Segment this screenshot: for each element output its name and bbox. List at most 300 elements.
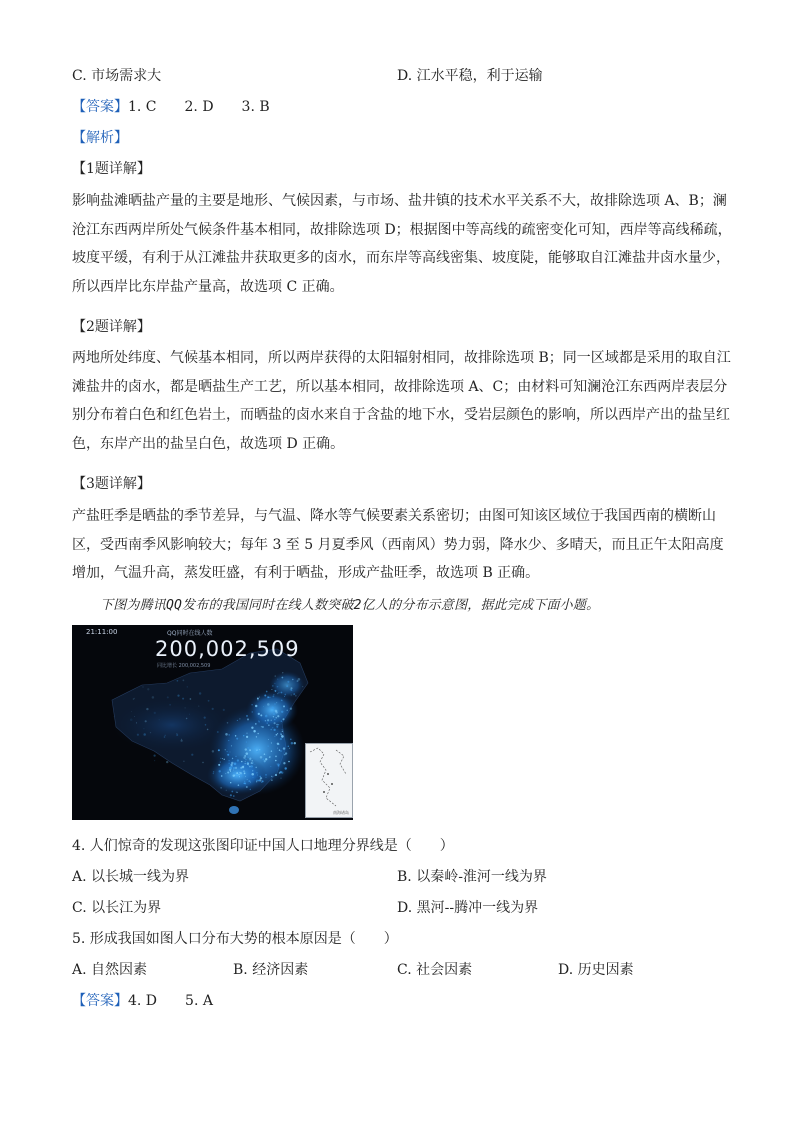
population-dot bbox=[130, 719, 133, 722]
population-dot bbox=[260, 714, 262, 716]
population-dot bbox=[276, 726, 278, 728]
population-dot bbox=[226, 790, 227, 791]
population-dot bbox=[277, 748, 278, 749]
population-dot bbox=[185, 707, 186, 708]
population-dot bbox=[207, 729, 209, 731]
population-dot bbox=[291, 695, 292, 696]
population-dot bbox=[273, 696, 275, 698]
population-dot bbox=[247, 750, 248, 751]
population-dot bbox=[278, 693, 279, 694]
population-dot bbox=[152, 696, 155, 699]
population-dot bbox=[208, 700, 210, 702]
population-dot bbox=[228, 763, 229, 764]
population-dot bbox=[278, 692, 279, 693]
population-dot bbox=[159, 719, 160, 720]
population-dot bbox=[277, 693, 278, 694]
answer-values-2: 4. D 5. A bbox=[128, 993, 213, 1009]
population-dot bbox=[260, 776, 261, 777]
population-dot bbox=[176, 734, 178, 736]
population-dot bbox=[273, 694, 274, 695]
population-dot bbox=[281, 721, 282, 722]
population-dot bbox=[228, 734, 230, 736]
population-dot bbox=[292, 679, 293, 680]
population-dot bbox=[257, 698, 259, 700]
answer-block-2 bbox=[72, 991, 213, 1011]
population-dot bbox=[293, 693, 295, 695]
population-dot bbox=[286, 710, 287, 711]
population-dot bbox=[169, 704, 171, 706]
population-dot bbox=[253, 730, 255, 732]
q2-explanation: 两地所处纬度、气候基本相同，所以两岸获得的太阳辐射相同，故排除选项 B；同一区域都是采用的取自江滩盐井的卤水，都是晒盐生产工艺，所以基本相同，故排除选项 A、C；由材料可知澜沧江东西两岸表层分别分布着白色和红色岩土，而晒盐的卤水来自于含盐的地下水，受岩层颜色的影响，所以西岸产出的盐呈红色，东岸产出的盐呈白色，故选项 D 正确。 bbox=[72, 350, 731, 452]
population-dot bbox=[143, 733, 146, 736]
population-dot bbox=[247, 747, 249, 749]
population-dot bbox=[275, 676, 276, 677]
q3-heading: 【3题详解】 bbox=[72, 476, 151, 492]
population-dot bbox=[228, 769, 229, 770]
population-dot bbox=[246, 733, 247, 734]
population-dot bbox=[276, 734, 278, 736]
population-dot bbox=[272, 685, 274, 687]
population-dot bbox=[271, 742, 272, 743]
population-dot bbox=[236, 738, 238, 740]
population-dot bbox=[290, 687, 292, 689]
population-dot bbox=[282, 677, 284, 679]
population-dot bbox=[142, 686, 144, 688]
population-dot bbox=[265, 777, 266, 778]
population-dot bbox=[167, 696, 169, 698]
population-dot bbox=[255, 705, 257, 707]
population-dot bbox=[291, 742, 293, 744]
population-dot bbox=[273, 716, 274, 717]
population-dot bbox=[295, 695, 296, 696]
population-dot bbox=[277, 764, 279, 766]
population-dot bbox=[256, 781, 257, 782]
population-dot bbox=[279, 772, 281, 774]
population-dot bbox=[277, 715, 279, 717]
population-dot bbox=[145, 720, 147, 722]
population-dot bbox=[134, 716, 135, 717]
map-caption: QQ同时在线人数 bbox=[167, 630, 213, 637]
population-dot bbox=[239, 776, 240, 777]
population-dot bbox=[291, 689, 293, 691]
population-dot bbox=[143, 728, 144, 729]
population-dot bbox=[223, 709, 225, 711]
population-dot bbox=[243, 756, 245, 758]
online-count-sub: 同比增长 200,002,509 bbox=[157, 663, 211, 669]
population-dot bbox=[225, 733, 228, 736]
population-dot bbox=[263, 727, 264, 728]
population-dot bbox=[225, 773, 226, 774]
population-dot bbox=[255, 723, 257, 725]
population-dot bbox=[247, 757, 249, 759]
population-dot bbox=[177, 695, 179, 697]
population-dot bbox=[246, 715, 248, 717]
population-dot bbox=[273, 713, 275, 715]
population-dot bbox=[280, 733, 281, 734]
population-dot bbox=[280, 734, 282, 736]
population-dot bbox=[265, 720, 266, 721]
population-dot bbox=[259, 697, 260, 698]
population-dot bbox=[274, 719, 276, 721]
population-dot bbox=[271, 720, 272, 721]
population-dot bbox=[244, 773, 246, 775]
population-dot bbox=[272, 727, 273, 728]
population-dot bbox=[204, 716, 206, 718]
population-dot bbox=[183, 680, 185, 682]
population-dot bbox=[267, 703, 270, 706]
population-dot bbox=[233, 772, 235, 774]
population-dot bbox=[245, 771, 246, 772]
population-dot bbox=[266, 691, 268, 693]
population-dot bbox=[289, 748, 290, 749]
map-clock: 21:11:00 bbox=[86, 628, 118, 636]
population-dot bbox=[245, 776, 246, 777]
population-dot bbox=[259, 749, 260, 750]
population-dot bbox=[271, 776, 272, 777]
population-dot bbox=[257, 733, 258, 734]
population-dot bbox=[245, 759, 246, 760]
inset-label: 南海诸岛 bbox=[333, 810, 349, 815]
population-dot bbox=[236, 772, 238, 774]
population-dot bbox=[274, 683, 275, 684]
population-dot bbox=[251, 773, 254, 776]
online-count: 200,002,509 bbox=[155, 637, 300, 661]
q5-option-b[interactable]: B. 经济因素 bbox=[233, 962, 309, 978]
population-dot bbox=[247, 718, 249, 720]
population-dot bbox=[271, 751, 272, 752]
population-dot bbox=[284, 767, 286, 769]
population-dot bbox=[258, 713, 260, 715]
q5-option-c[interactable]: C. 社会因素 bbox=[397, 962, 473, 978]
population-dot bbox=[275, 774, 277, 776]
q5-option-a[interactable]: A. 自然因素 bbox=[72, 962, 148, 978]
population-dot bbox=[266, 754, 267, 755]
population-dot bbox=[261, 750, 262, 751]
population-dot bbox=[277, 686, 279, 688]
population-dot bbox=[248, 780, 250, 782]
population-dot bbox=[246, 736, 248, 738]
population-dot bbox=[230, 794, 232, 796]
population-dot bbox=[294, 742, 296, 744]
population-dot bbox=[270, 714, 271, 715]
population-dot bbox=[246, 741, 247, 742]
population-dot bbox=[265, 715, 268, 718]
population-dot bbox=[146, 708, 148, 710]
population-dot bbox=[258, 721, 260, 723]
population-dot bbox=[249, 749, 251, 751]
population-dot bbox=[260, 777, 262, 779]
population-dot bbox=[230, 770, 231, 771]
population-dot bbox=[235, 767, 237, 769]
population-dot bbox=[202, 762, 203, 763]
population-dot bbox=[247, 762, 249, 764]
population-dot bbox=[274, 703, 275, 704]
population-dot bbox=[233, 770, 234, 771]
population-dot bbox=[235, 756, 236, 757]
population-dot bbox=[251, 760, 252, 761]
population-dot bbox=[245, 748, 247, 750]
population-dot bbox=[270, 729, 272, 731]
population-dot bbox=[224, 759, 225, 760]
population-dot bbox=[243, 770, 245, 772]
population-dot bbox=[256, 772, 258, 774]
population-dot bbox=[277, 679, 278, 680]
population-dot bbox=[220, 762, 221, 763]
population-dot bbox=[267, 722, 268, 723]
population-dot bbox=[218, 749, 220, 751]
population-dot bbox=[191, 754, 193, 756]
population-dot bbox=[271, 779, 272, 780]
population-dot bbox=[190, 698, 192, 700]
prev-option-d: D. 江水平稳，利于运输 bbox=[397, 68, 543, 84]
population-dot bbox=[240, 774, 242, 776]
population-dot bbox=[182, 698, 184, 700]
population-dot bbox=[274, 722, 276, 724]
population-dot bbox=[273, 729, 275, 731]
population-dot bbox=[264, 753, 266, 755]
population-dot bbox=[227, 754, 229, 756]
population-dot bbox=[265, 774, 266, 775]
answer-label: 【答案】 bbox=[72, 99, 128, 115]
population-dot bbox=[298, 678, 301, 681]
population-dot bbox=[220, 787, 221, 788]
population-dot bbox=[234, 775, 235, 776]
q5-option-d[interactable]: D. 历史因素 bbox=[558, 962, 634, 978]
q4-option-d[interactable]: D. 黑河--腾冲一线为界 bbox=[397, 900, 539, 916]
population-dot bbox=[275, 691, 276, 692]
population-dot bbox=[154, 760, 155, 761]
population-dot bbox=[265, 758, 267, 760]
population-dot bbox=[249, 766, 251, 768]
population-dot bbox=[230, 764, 232, 766]
population-dot bbox=[256, 780, 258, 782]
population-dot bbox=[245, 763, 246, 764]
population-dot bbox=[251, 762, 253, 764]
population-dot bbox=[257, 775, 258, 776]
population-dot bbox=[284, 696, 285, 697]
population-dot bbox=[231, 791, 233, 793]
population-dot bbox=[176, 733, 177, 734]
answer-values: 1. C 2. D 3. B bbox=[128, 99, 270, 115]
population-dot bbox=[272, 707, 274, 709]
population-dot bbox=[212, 750, 214, 752]
population-dot bbox=[238, 774, 240, 776]
population-dot bbox=[217, 731, 219, 733]
population-dot bbox=[164, 736, 166, 738]
population-dot bbox=[181, 740, 183, 742]
population-dot bbox=[284, 694, 286, 696]
population-dot bbox=[252, 770, 253, 771]
population-dot bbox=[154, 712, 156, 714]
population-dot bbox=[264, 694, 266, 696]
q2-heading: 【2题详解】 bbox=[72, 319, 151, 335]
population-dot bbox=[290, 739, 292, 741]
population-dot bbox=[232, 759, 233, 760]
population-dot bbox=[114, 716, 115, 717]
population-dot bbox=[275, 711, 277, 713]
population-dot bbox=[244, 781, 245, 782]
population-dot bbox=[269, 757, 270, 758]
population-dot bbox=[256, 749, 258, 751]
population-dot bbox=[284, 754, 286, 756]
population-dot bbox=[280, 738, 282, 740]
population-dot bbox=[286, 685, 288, 687]
population-dot bbox=[243, 735, 244, 736]
population-dot bbox=[283, 705, 285, 707]
population-dot bbox=[237, 720, 238, 721]
population-dot bbox=[258, 700, 259, 701]
population-dot bbox=[136, 722, 137, 723]
population-dot bbox=[274, 736, 275, 737]
population-dot bbox=[270, 766, 271, 767]
population-dot bbox=[251, 747, 252, 748]
population-dot bbox=[244, 765, 245, 766]
population-dot bbox=[250, 782, 251, 783]
population-dot bbox=[260, 756, 263, 759]
q4-option-c[interactable]: C. 以长江为界 bbox=[72, 900, 162, 916]
population-dot bbox=[277, 743, 279, 745]
population-dot bbox=[254, 764, 255, 765]
q5-stem: 5. 形成我国如图人口分布大势的根本原因是（ ） bbox=[72, 931, 398, 947]
population-dot bbox=[275, 756, 277, 758]
population-dot bbox=[276, 724, 278, 726]
population-dot bbox=[268, 697, 269, 698]
population-dot bbox=[233, 795, 235, 797]
analysis-label: 【解析】 bbox=[72, 130, 128, 146]
population-dot bbox=[255, 745, 256, 746]
population-dot bbox=[267, 719, 269, 721]
population-dot bbox=[290, 707, 292, 709]
population-dot bbox=[231, 745, 232, 746]
population-dot bbox=[251, 727, 253, 729]
population-dot bbox=[277, 733, 278, 734]
population-dot bbox=[183, 761, 185, 763]
population-dot bbox=[281, 711, 283, 713]
population-dot bbox=[262, 780, 264, 782]
population-dot bbox=[137, 734, 139, 736]
population-dot bbox=[222, 758, 223, 759]
population-dot bbox=[219, 770, 221, 772]
q3-explanation: 产盐旺季是晒盐的季节差异，与气温、降水等气候要素关系密切；由图可知该区域位于我国西南的横断山区，受西南季风影响较大；每年 3 至 5 月夏季风（西南风）势力弱，降水少、多晴天，而且正午太阳高度增加，气温升高，蒸发旺盛，有利于晒盐，形成产盐旺季，故选项 B 正确。 bbox=[72, 508, 724, 581]
population-dot bbox=[267, 745, 268, 746]
inset-map-graphic bbox=[306, 744, 352, 817]
population-dot bbox=[281, 778, 282, 779]
population-dot bbox=[302, 686, 303, 687]
population-dot bbox=[283, 718, 285, 720]
q4-stem: 4. 人们惊奇的发现这张图印证中国人口地理分界线是（ ） bbox=[72, 838, 454, 854]
qq-online-distribution-map bbox=[72, 625, 353, 820]
population-dot bbox=[228, 760, 229, 761]
population-dot bbox=[189, 714, 190, 715]
population-dot bbox=[227, 771, 229, 773]
population-dot bbox=[271, 689, 272, 690]
population-dot bbox=[227, 751, 228, 752]
q4-option-a[interactable]: A. 以长城一线为界 bbox=[72, 869, 190, 885]
population-dot bbox=[134, 698, 135, 699]
population-dot bbox=[221, 775, 223, 777]
population-dot bbox=[276, 717, 277, 718]
population-dot bbox=[199, 692, 201, 694]
population-dot bbox=[245, 761, 246, 762]
population-dot bbox=[186, 718, 187, 719]
population-dot bbox=[276, 702, 277, 703]
population-dot bbox=[258, 780, 260, 782]
population-dot bbox=[269, 710, 270, 711]
population-dot bbox=[246, 786, 248, 788]
population-dot bbox=[287, 681, 289, 683]
population-dot bbox=[235, 735, 236, 736]
population-dot bbox=[241, 761, 242, 762]
hainan-island bbox=[229, 806, 239, 814]
population-dot bbox=[237, 792, 238, 793]
population-dot bbox=[239, 718, 240, 719]
population-dot bbox=[253, 762, 254, 763]
population-dot bbox=[227, 722, 229, 724]
population-dot bbox=[230, 752, 231, 753]
population-dot bbox=[283, 747, 285, 749]
population-dot bbox=[212, 708, 214, 710]
population-dot bbox=[247, 779, 248, 780]
population-dot bbox=[282, 729, 283, 730]
population-dot bbox=[213, 773, 214, 774]
population-dot bbox=[147, 688, 149, 690]
prev-option-c: C. 市场需求大 bbox=[72, 68, 162, 84]
population-dot bbox=[275, 760, 277, 762]
population-dot bbox=[282, 731, 283, 732]
q1-explanation: 影响盐滩晒盐产量的主要是地形、气候因素，与市场、盐井镇的技术水平关系不大，故排除选项 A、B；澜沧江东西两岸所处气候条件基本相同，故排除选项 D；根据图中等高线的疏密变化可知，西岸等高线稀疏，坡度平缓，有利于从江滩盐井获取更多的卤水，而东岸等高线密集、坡度陡，能够取自江滩盐井卤水量少，所以西岸比东岸盐产量高，故选项 C 正确。 bbox=[72, 193, 732, 295]
population-dot bbox=[228, 740, 229, 741]
population-dot bbox=[249, 757, 251, 759]
population-dot bbox=[255, 747, 256, 748]
answer-label-2: 【答案】 bbox=[72, 993, 128, 1009]
population-dot bbox=[234, 763, 237, 766]
population-dot bbox=[233, 767, 235, 769]
population-dot bbox=[240, 772, 242, 774]
population-dot bbox=[256, 736, 257, 737]
population-dot bbox=[164, 735, 166, 737]
population-dot bbox=[238, 784, 240, 786]
population-dot bbox=[282, 672, 283, 673]
population-dot bbox=[252, 711, 253, 712]
population-dot bbox=[269, 697, 270, 698]
population-dot bbox=[281, 700, 283, 702]
population-dot bbox=[177, 680, 179, 682]
figure-intro: 下图为腾讯QQ发布的我国同时在线人数突破2亿人的分布示意图，据此完成下面小题。 bbox=[100, 598, 600, 613]
population-dot bbox=[288, 761, 290, 763]
population-dot bbox=[261, 726, 263, 728]
population-dot bbox=[198, 706, 199, 707]
population-dot bbox=[251, 765, 253, 767]
q1-heading: 【1题详解】 bbox=[72, 161, 151, 177]
population-dot bbox=[131, 711, 132, 712]
population-dot bbox=[288, 746, 289, 747]
population-dot bbox=[253, 777, 254, 778]
population-dot bbox=[230, 782, 231, 783]
population-dot bbox=[205, 724, 207, 726]
population-dot bbox=[251, 704, 252, 705]
population-dot bbox=[218, 764, 220, 766]
population-dot bbox=[281, 735, 284, 738]
population-dot bbox=[280, 750, 282, 752]
population-dot bbox=[283, 762, 285, 764]
population-dot bbox=[280, 692, 282, 694]
population-dot bbox=[268, 725, 269, 726]
population-dot bbox=[278, 724, 279, 725]
population-dot bbox=[279, 750, 280, 751]
q4-option-b[interactable]: B. 以秦岭-淮河一线为界 bbox=[397, 869, 547, 885]
population-dot bbox=[225, 749, 226, 750]
population-dot bbox=[213, 771, 214, 772]
